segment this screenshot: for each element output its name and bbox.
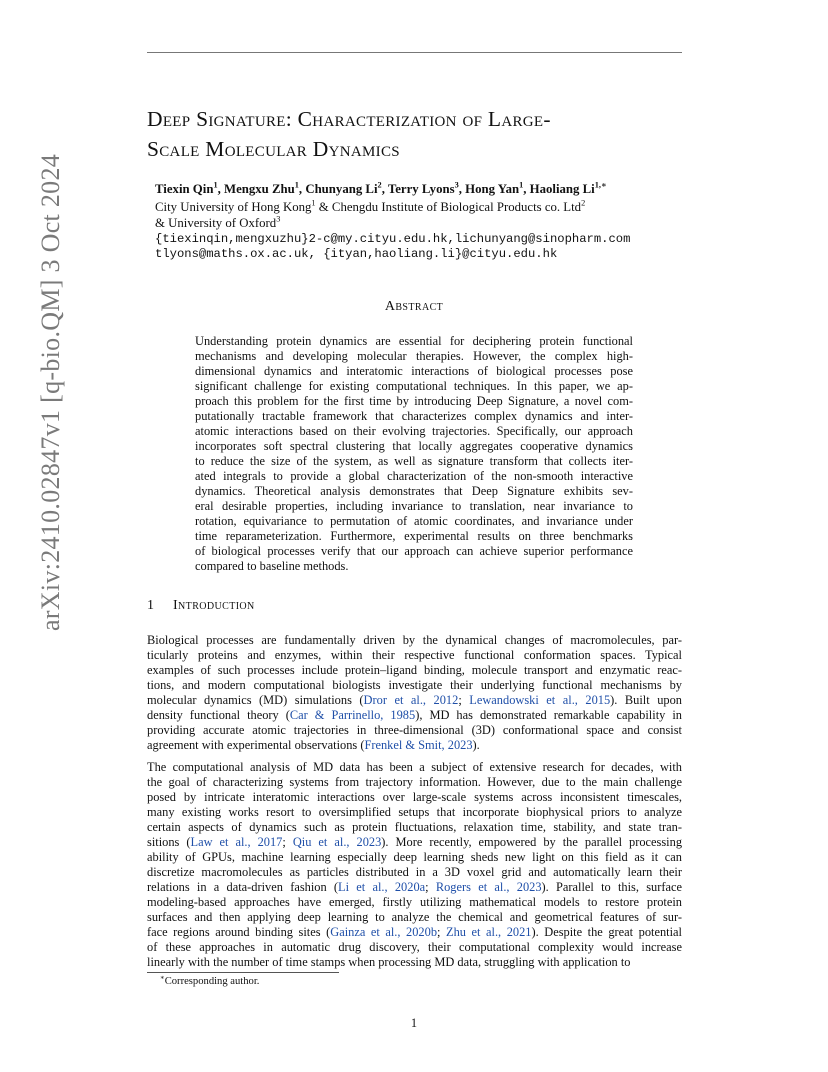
abstract-line: Understanding protein dynamics are essential for deciphering protein functional	[195, 334, 633, 348]
abstract-line: rotation, equivariance to permutation of atomic coordinates, and invariance under	[195, 514, 633, 528]
abstract-line: atomic interactions based on their evolving trajectories. Specifically, our approach	[195, 424, 633, 438]
body-line: relations in a data-driven fashion (Li et al., 2020a; Rogers et al., 2023). Parallel to this, surface	[147, 880, 682, 894]
body-line: ability of GPUs, machine learning especially deep learning sheds new light on this field as it can	[147, 850, 682, 864]
abstract-line: mechanisms and developing molecular therapies. However, the complex high-	[195, 349, 633, 363]
citation-link[interactable]: Qiu et al., 2023	[292, 835, 382, 849]
body-line: tions, and modern computational biologists investigate their underlying functional mechanisms by	[147, 678, 682, 692]
citation-link[interactable]: Car & Parrinello, 1985	[289, 708, 416, 722]
body-line: linearly with the number of time stamps when processing MD data, struggling with application to	[147, 955, 631, 969]
author-affiliation-mark: 1	[519, 180, 524, 190]
affiliation-mark: 1	[311, 198, 316, 208]
body-line: density functional theory (Car & Parrinello, 1985), MD has demonstrated remarkable capability in	[147, 708, 682, 722]
author-name: Terry Lyons	[387, 182, 455, 196]
body-line: surfaces and then applying deep learning to analyze the chemical and geometrical features of sur-	[147, 910, 682, 924]
email-line: tlyons@maths.ox.ac.uk, {ityan,haoliang.li}@cityu.edu.hk	[155, 247, 558, 261]
body-line: certain aspects of dynamics such as protein fluctuations, relaxation time, stability, and state tran-	[147, 820, 682, 834]
citation-link[interactable]: Zhu et al., 2021	[446, 925, 532, 939]
author-affiliation-mark: 1	[294, 180, 299, 190]
author-affiliation-mark: 2	[377, 180, 382, 190]
author-name: Chunyang Li	[305, 182, 378, 196]
footnote-text: Corresponding author.	[164, 976, 260, 987]
title-line: Scale Molecular Dynamics	[147, 137, 400, 161]
abstract-line: proach this problem for the first time by introducing Deep Signature, a novel com-	[195, 394, 633, 408]
body-line: face regions around binding sites (Gainza et al., 2020b; Zhu et al., 2021). Despite the great potential	[147, 925, 682, 939]
abstract-line: time reparameterization. Furthermore, experimental results on three benchmarks	[195, 529, 633, 543]
body-line: providing accurate atomic trajectories in three-dimensional (3D) conformational space and consist	[147, 723, 682, 737]
body-line: molecular dynamics (MD) simulations (Dror et al., 2012; Lewandowski et al., 2015). Built upon	[147, 693, 682, 707]
affiliation-mark: 2	[581, 198, 586, 208]
affiliation-text: City University of Hong Kong	[155, 200, 312, 214]
body-line: many existing works resort to oversimplified setups that incorporate biophysical priors to analyze	[147, 805, 682, 819]
citation-link[interactable]: Rogers et al., 2023	[435, 880, 542, 894]
affiliation-line	[155, 200, 585, 215]
body-line: modeling-based approaches have emerged, firstly utilizing mathematical models to restore protein	[147, 895, 682, 909]
affiliation-mark: 3	[276, 214, 281, 224]
author-affiliation-mark: 3	[454, 180, 459, 190]
author-affiliation-mark: 1,∗	[594, 180, 607, 190]
body-line: agreement with experimental observations (Frenkel & Smit, 2023).	[147, 738, 480, 752]
abstract-line: putationally tractable framework that characterizes complex dynamics and inter-	[195, 409, 633, 423]
abstract-line: of biological processes verify that our approach can achieve superior performance	[195, 544, 633, 558]
author-affiliation-mark: 1	[213, 180, 218, 190]
arxiv-stamp: arXiv:2410.02847v1 [q-bio.QM] 3 Oct 2024	[36, 153, 65, 631]
title-line: Deep Signature: Characterization of Large-	[147, 107, 551, 131]
citation-link[interactable]: Gainza et al., 2020b	[330, 925, 438, 939]
body-line: the goal of characterizing systems from trajectory information. However, due to the main challenge	[147, 775, 682, 789]
abstract-line: ated integrals to provide a global characterization of the non-smooth interactive	[195, 469, 633, 483]
top-rule	[147, 52, 682, 53]
section-title: Introduction	[173, 598, 255, 613]
affiliation-text: & Chengdu Institute of Biological Products co. Ltd	[315, 200, 582, 214]
abstract-line: to reduce the size of the system, as well as signature transform that collects iter-	[195, 454, 633, 468]
abstract-line: compared to baseline methods.	[195, 559, 349, 573]
paper-title	[147, 104, 707, 164]
body-line: examples of such processes include protein–ligand binding, molecule transport and enzymatic reac-	[147, 663, 682, 677]
author-name: Tiexin Qin	[155, 182, 214, 196]
body-line: of these approaches in automatic drug discovery, their computational complexity would increase	[147, 940, 682, 954]
abstract-line: dimensional dynamics and interatomic interactions of biological processes pose	[195, 364, 633, 378]
section-heading	[147, 598, 255, 614]
abstract-line: dynamics. Theoretical analysis demonstrates that Deep Signature exhibits sev-	[195, 484, 633, 498]
citation-link[interactable]: Frenkel & Smit, 2023	[364, 738, 473, 752]
section-number: 1	[147, 598, 155, 613]
body-line: sitions (Law et al., 2017; Qiu et al., 2023). More recently, empowered by the parallel processing	[147, 835, 683, 849]
body-line: posed by intricate interatomic interactions over large-scale systems across inconsistent timescales,	[147, 790, 682, 804]
author-name: Haoliang Li	[529, 182, 595, 196]
citation-link[interactable]: Law et al., 2017	[190, 835, 283, 849]
citation-link[interactable]: Lewandowski et al., 2015	[469, 693, 611, 707]
affiliation-text: & University of Oxford	[155, 216, 277, 230]
body-line: The computational analysis of MD data has been a subject of extensive research for decades, with	[147, 760, 682, 774]
affiliation-line	[155, 216, 280, 231]
abstract-heading: Abstract	[384, 299, 444, 314]
footnote	[160, 976, 259, 987]
citation-link[interactable]: Dror et al., 2012	[363, 693, 459, 707]
author-name: Hong Yan	[465, 182, 520, 196]
abstract-line: significant challenge for existing computational techniques. In this paper, we ap-	[195, 379, 633, 393]
author-name: Mengxu Zhu	[224, 182, 295, 196]
body-line: ticularly proteins and enzymes, within their respective functional conformation spaces. Typical	[147, 648, 682, 662]
footnote-mark: ∗	[160, 974, 165, 982]
citation-link[interactable]: Li et al., 2020a	[338, 880, 426, 894]
abstract-line: incorporates soft spectral clustering that locally aggregates cooperative dynamics	[195, 439, 633, 453]
page-number: 1	[410, 1016, 418, 1030]
body-line: discretize macromolecules as particles distributed in a 3D voxel grid and automatically learn their	[147, 865, 682, 879]
abstract-line: eral desirable properties, including invariance to translation, near invariance to	[195, 499, 633, 513]
body-line: Biological processes are fundamentally driven by the dynamical changes of macromolecules, par-	[147, 633, 682, 647]
author-list: Tiexin Qin$^1$, Mengxu Zhu$^1$, Chunyang Li$^2$, Terry Lyons$^3$, Hong Yan$^1$, Haoliang $Li^{1,∗}$	[155, 180, 607, 196]
email-line: {tiexinqin,mengxuzhu}2-c@my.cityu.edu.hk,lichunyang@sinopharm.com	[155, 232, 631, 246]
footnote-rule	[147, 972, 339, 973]
